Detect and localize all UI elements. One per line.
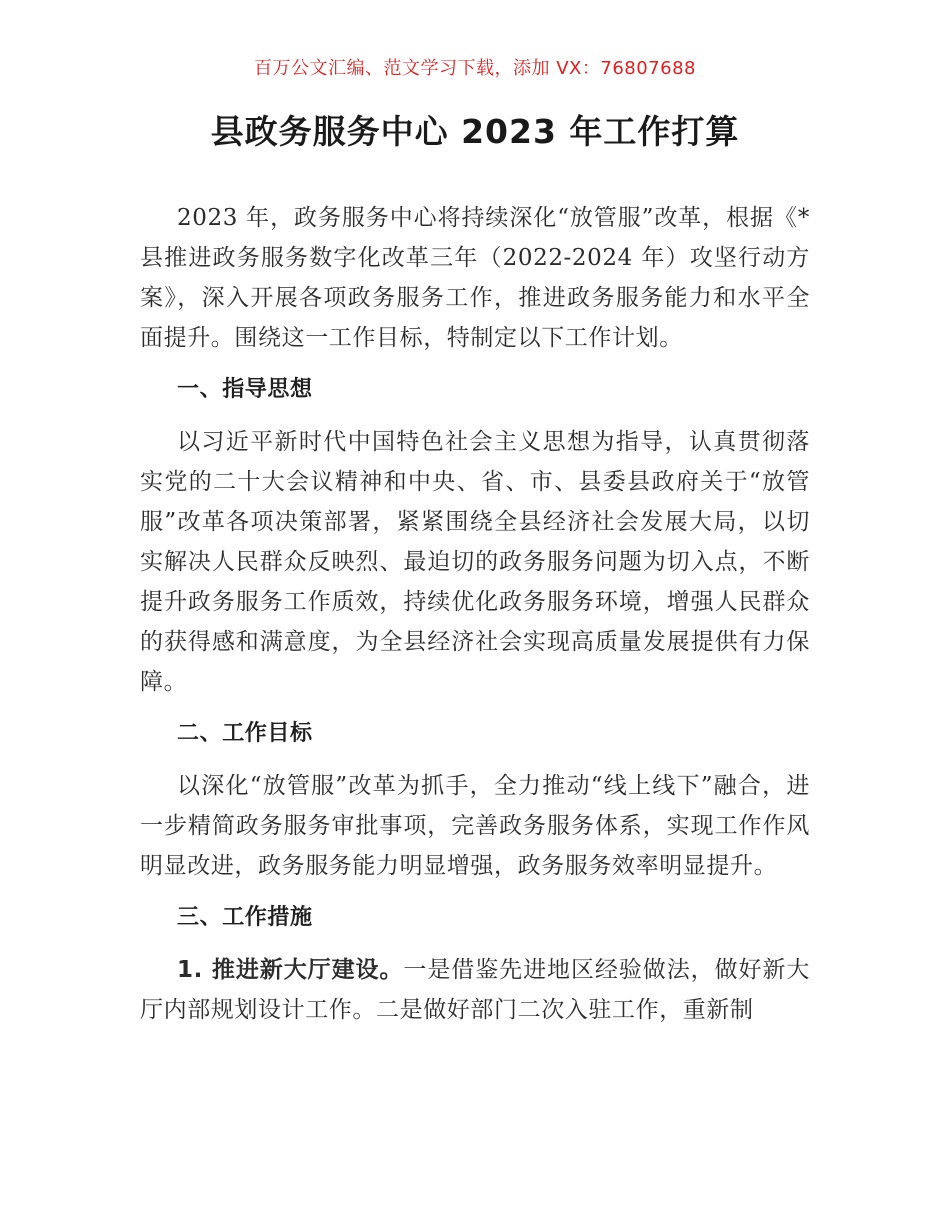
intro-paragraph: 2023 年，政务服务中心将持续深化“放管服”改革，根据《*县推进政务服务数字化改革三年（2022-2024 年）攻坚行动方案》，深入开展各项政务服务工作，推进政务服务能力和水平全面提升。围绕这一工作目标，特制定以下工作计划。 — [140, 205, 810, 351]
document-title: 县政务服务中心 2023 年工作打算 — [210, 112, 740, 151]
section-heading-guiding-thought: 一、指导思想 — [177, 377, 313, 402]
section-heading-work-measures: 三、工作措施 — [177, 905, 313, 930]
measure-item-1 — [140, 950, 810, 1030]
measure-item-1-body: 一是借鉴先进地区经验做法，做好新大厅内部规划设计工作。二是做好部门二次入驻工作，重新制 — [140, 957, 810, 1023]
measure-item-1-lead: 1. 推进新大厅建设。 — [177, 957, 404, 983]
document-body — [140, 198, 810, 1042]
watermark-text: 百万公文汇编、范文学习下载，添加 VX：76807688 — [254, 58, 696, 79]
work-goals-paragraph: 以深化“放管服”改革为抓手，全力推动“线上线下”融合，进一步精简政务服务审批事项，完善政务服务体系，实现工作作风明显改进，政务服务能力明显增强，政务服务效率明显提升。 — [140, 773, 810, 879]
guiding-thought-paragraph: 以习近平新时代中国特色社会主义思想为指导，认真贯彻落实党的二十大会议精神和中央、省、市、县委县政府关于“放管服”改革各项决策部署，紧紧围绕全县经济社会发展大局，以切实解决人民群众反映烈、最迫切的政务服务问题为切入点，不断提升政务服务工作质效，持续优化政务服务环境，增强人民群众的获得感和满意度，为全县经济社会实现高质量发展提供有力保障。 — [140, 429, 810, 695]
section-heading-work-goals: 二、工作目标 — [177, 721, 313, 746]
